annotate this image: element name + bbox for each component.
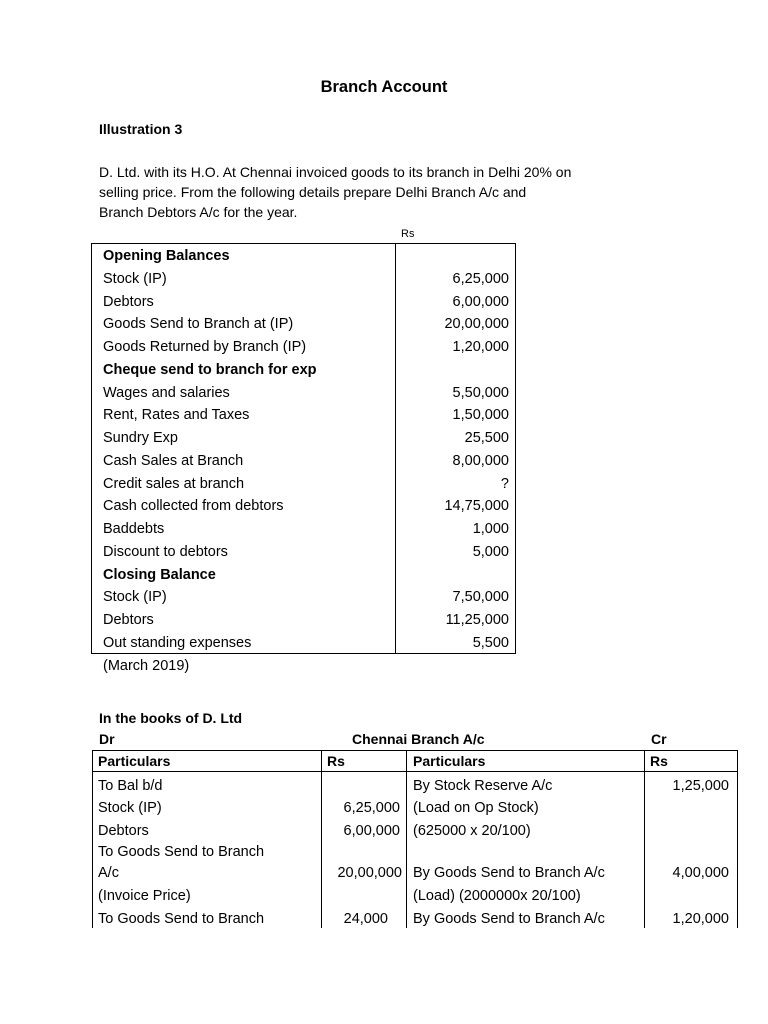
credit-label: Cr [651, 731, 667, 747]
credit-entry: (Load) (2000000x 20/100) [413, 888, 581, 904]
col-header-particulars: Particulars [413, 753, 486, 769]
debit-entry: Stock (IP) [98, 800, 162, 816]
ledger-divider [406, 750, 407, 928]
table-row [103, 632, 509, 655]
credit-entry: (625000 x 20/100) [413, 823, 531, 839]
table-row [103, 450, 509, 473]
illustration-heading: Illustration 3 [99, 121, 183, 137]
intro-paragraph [99, 162, 659, 222]
debit-amount: 6,00,000 [343, 823, 400, 839]
col-header-rs: Rs [327, 753, 345, 769]
row-label: Out standing expenses [103, 634, 252, 651]
row-label: Opening Balances [103, 248, 230, 264]
row-value: 14,75,000 [444, 498, 509, 515]
page-title: Branch Account [320, 78, 448, 96]
debit-amount: 20,00,000 [337, 865, 402, 881]
table-row [103, 541, 509, 564]
debit-label: Dr [99, 731, 115, 747]
col-header-rs: Rs [650, 753, 668, 769]
row-value: 5,50,000 [452, 384, 509, 401]
row-label: Closing Balance [103, 566, 216, 583]
table-row [103, 586, 509, 609]
table-row [103, 359, 509, 382]
col-header-particulars: Particulars [98, 753, 171, 769]
row-value: 25,500 [464, 430, 509, 446]
table-row [103, 291, 509, 314]
intro-line: D. Ltd. with its H.O. At Chennai invoiced goods to its branch in Delhi 20% on [99, 164, 572, 180]
table-row [103, 427, 509, 450]
row-label: Goods Returned by Branch (IP) [103, 339, 307, 355]
table-row [103, 313, 509, 336]
row-label: Cash Sales at Branch [103, 452, 244, 469]
ledger-border-left [92, 750, 93, 928]
account-title: Chennai Branch A/c [352, 731, 485, 747]
table-row [103, 382, 509, 405]
row-value: 20,00,000 [444, 316, 509, 333]
credit-entry: (Load on Op Stock) [413, 800, 539, 816]
table-row [103, 268, 509, 291]
intro-line: selling price. From the following details prepare Delhi Branch A/c and [99, 184, 527, 200]
row-label: Cash collected from debtors [103, 498, 284, 515]
table-row [103, 245, 509, 268]
rs-column-header: Rs [401, 228, 415, 240]
row-value: 1,50,000 [452, 407, 509, 424]
row-label: Credit sales at branch [103, 475, 245, 492]
ledger-top-rule [92, 750, 738, 751]
row-value: 8,00,000 [452, 452, 509, 469]
row-value: 1,20,000 [452, 339, 509, 355]
row-label: Goods Send to Branch at (IP) [103, 316, 294, 333]
ledger-divider [321, 750, 322, 928]
table-row [103, 495, 509, 518]
row-value: 6,00,000 [452, 293, 509, 310]
row-value: 5,000 [472, 543, 509, 560]
credit-amount: 4,00,000 [672, 865, 729, 881]
row-value: 11,25,000 [445, 612, 509, 628]
row-label: Discount to debtors [103, 543, 228, 560]
ledger-divider [644, 750, 645, 928]
credit-entry: By Goods Send to Branch A/c [413, 865, 605, 881]
row-label: Debtors [103, 612, 154, 628]
debit-amount: 6,25,000 [343, 800, 400, 816]
books-heading: In the books of D. Ltd [99, 710, 243, 726]
table-row [103, 564, 509, 587]
table-row [103, 518, 509, 541]
row-label: Wages and salaries [103, 384, 230, 401]
table-row [103, 336, 509, 359]
intro-line: Branch Debtors A/c for the year. [99, 204, 298, 220]
row-label: Rent, Rates and Taxes [103, 407, 250, 424]
debit-entry: To Goods Send to Branch [98, 911, 265, 927]
debit-amount: 24,000 [343, 911, 388, 927]
table-row [103, 609, 509, 632]
credit-amount: 1,20,000 [672, 911, 729, 927]
row-value: 7,50,000 [452, 589, 509, 606]
row-label: Cheque send to branch for exp [103, 361, 317, 378]
row-label: Sundry Exp [103, 430, 178, 446]
debit-entry: A/c [98, 865, 119, 881]
row-label: Stock (IP) [103, 589, 167, 606]
ledger-header-rule [92, 771, 738, 772]
row-value: 1,000 [472, 521, 509, 537]
debit-entry: Debtors [98, 823, 149, 839]
row-value: 5,500 [472, 634, 509, 651]
debit-entry: To Goods Send to Branch [98, 844, 265, 860]
credit-amount: 1,25,000 [672, 778, 729, 794]
row-value: ? [500, 475, 509, 492]
debit-entry: To Bal b/d [98, 778, 163, 794]
table-row [103, 404, 509, 427]
table-row [103, 473, 509, 496]
debit-entry: (Invoice Price) [98, 888, 191, 904]
credit-entry: By Goods Send to Branch A/c [413, 911, 605, 927]
credit-entry: By Stock Reserve A/c [413, 778, 553, 794]
row-label: Baddebts [103, 521, 165, 537]
row-label: Debtors [103, 293, 154, 310]
row-label: Stock (IP) [103, 270, 167, 287]
ledger-border-right [737, 750, 738, 928]
date-note: (March 2019) [103, 658, 190, 674]
row-value: 6,25,000 [452, 270, 509, 287]
